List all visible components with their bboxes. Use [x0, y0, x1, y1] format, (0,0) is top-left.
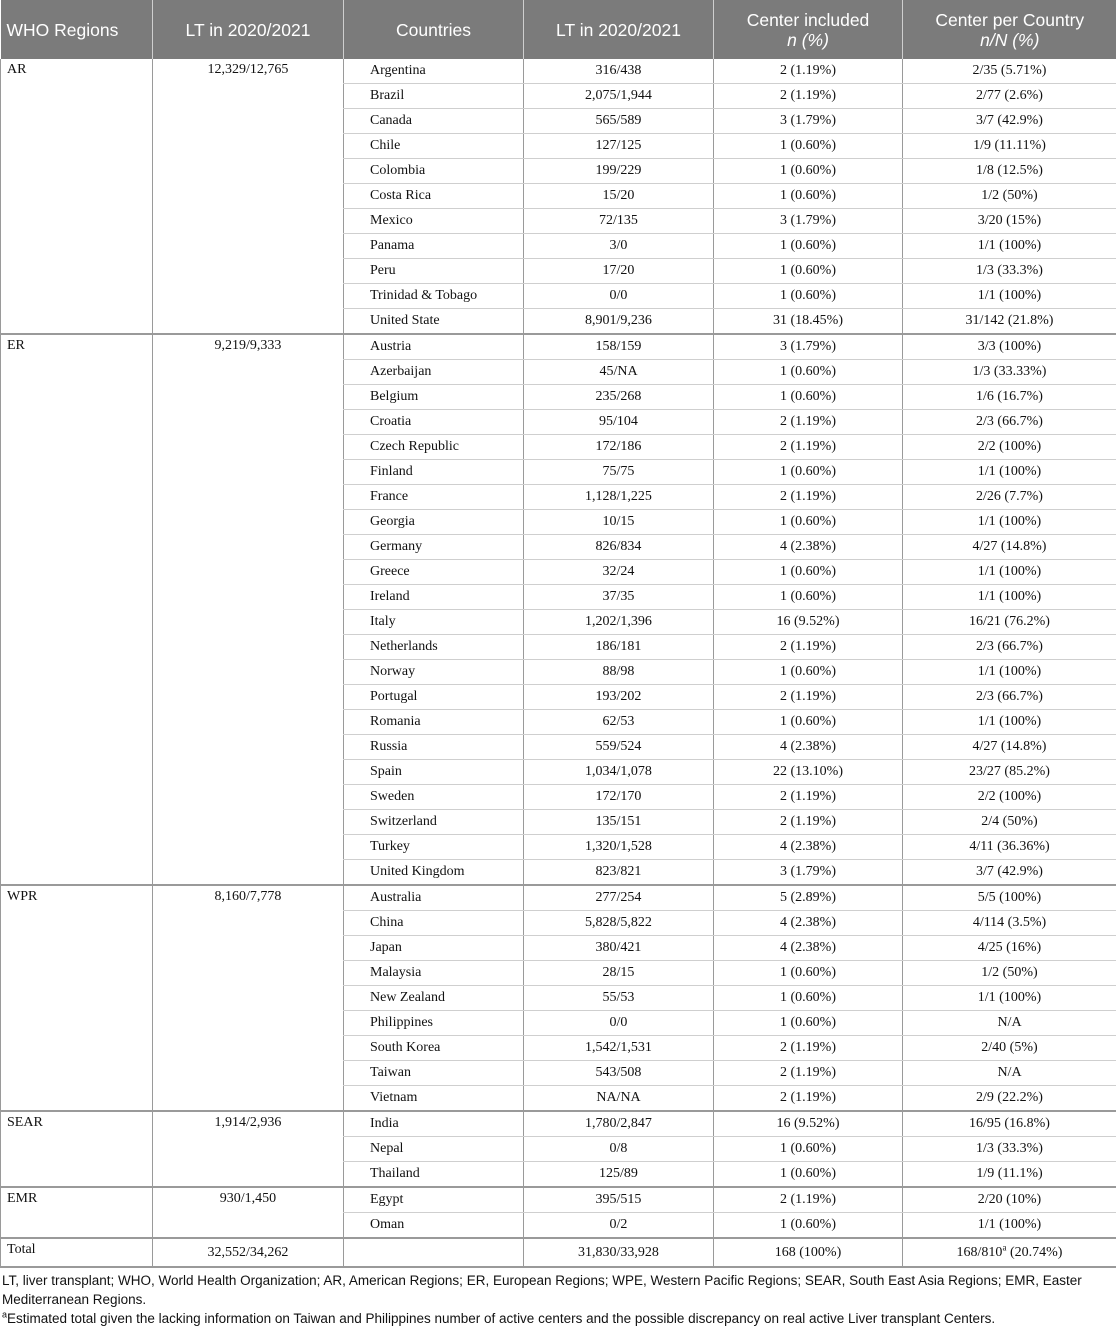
center-per-country: 1/3 (33.33%): [903, 360, 1116, 385]
center-per-country: 1/3 (33.3%): [903, 1137, 1116, 1162]
center-included: 1 (0.60%): [714, 360, 903, 385]
footnote-abbreviations: LT, liver transplant; WHO, World Health Organization; AR, American Regions; ER, European Regions; WPE, Western Pacific Regions; SEAR, South East Asia Regions; EMR, Easter Mediterranean Regions.: [2, 1271, 1114, 1309]
region-lt: 9,219/9,333: [153, 334, 344, 885]
center-included: 1 (0.60%): [714, 710, 903, 735]
country-name: United Kingdom: [344, 860, 524, 886]
country-name: Switzerland: [344, 810, 524, 835]
center-included: 1 (0.60%): [714, 159, 903, 184]
center-per-country: 2/3 (66.7%): [903, 410, 1116, 435]
footnote-a-marker: a: [2, 1310, 7, 1320]
center-included: 1 (0.60%): [714, 234, 903, 259]
country-name: South Korea: [344, 1036, 524, 1061]
country-lt: 395/515: [524, 1187, 714, 1213]
center-per-country: 2/2 (100%): [903, 785, 1116, 810]
country-name: Ireland: [344, 585, 524, 610]
country-name: Portugal: [344, 685, 524, 710]
center-included: 4 (2.38%): [714, 835, 903, 860]
center-per-country: 3/20 (15%): [903, 209, 1116, 234]
center-per-country: 1/6 (16.7%): [903, 385, 1116, 410]
center-included: 1 (0.60%): [714, 660, 903, 685]
country-lt: 95/104: [524, 410, 714, 435]
center-per-country: 1/2 (50%): [903, 184, 1116, 209]
center-included: 5 (2.89%): [714, 885, 903, 911]
region-name: ER: [1, 334, 153, 885]
country-lt: 158/159: [524, 334, 714, 360]
center-per-country: 1/1 (100%): [903, 660, 1116, 685]
center-per-country: N/A: [903, 1011, 1116, 1036]
center-included: 2 (1.19%): [714, 635, 903, 660]
center-per-country: 1/1 (100%): [903, 710, 1116, 735]
center-per-country: 3/7 (42.9%): [903, 109, 1116, 134]
country-name: Philippines: [344, 1011, 524, 1036]
center-per-country: 1/1 (100%): [903, 1213, 1116, 1239]
country-name: Sweden: [344, 785, 524, 810]
total-row: [1, 1238, 1116, 1267]
center-per-country: 2/26 (7.7%): [903, 485, 1116, 510]
center-per-country: 2/77 (2.6%): [903, 84, 1116, 109]
region-name: AR: [1, 59, 153, 334]
country-lt: NA/NA: [524, 1086, 714, 1112]
center-included: 1 (0.60%): [714, 134, 903, 159]
country-name: Trinidad & Tobago: [344, 284, 524, 309]
header-center-per-country: [903, 0, 1116, 59]
country-name: Finland: [344, 460, 524, 485]
country-name: Japan: [344, 936, 524, 961]
center-included: 4 (2.38%): [714, 911, 903, 936]
country-lt: 45/NA: [524, 360, 714, 385]
country-name: Belgium: [344, 385, 524, 410]
country-lt: 0/0: [524, 1011, 714, 1036]
center-included: 1 (0.60%): [714, 986, 903, 1011]
country-lt: 277/254: [524, 885, 714, 911]
center-per-country: 2/4 (50%): [903, 810, 1116, 835]
center-per-country: 2/9 (22.2%): [903, 1086, 1116, 1112]
country-lt: 826/834: [524, 535, 714, 560]
header-center-included-label: Center included: [720, 10, 896, 30]
country-name: Russia: [344, 735, 524, 760]
country-name: India: [344, 1111, 524, 1137]
center-included: 2 (1.19%): [714, 810, 903, 835]
center-per-country: 1/9 (11.11%): [903, 134, 1116, 159]
country-name: Czech Republic: [344, 435, 524, 460]
country-lt: 37/35: [524, 585, 714, 610]
country-name: Azerbaijan: [344, 360, 524, 385]
country-name: Romania: [344, 710, 524, 735]
total-label: Total: [1, 1238, 153, 1267]
country-name: China: [344, 911, 524, 936]
country-name: Taiwan: [344, 1061, 524, 1086]
country-name: Australia: [344, 885, 524, 911]
table-row: [1, 334, 1116, 360]
country-lt: 0/2: [524, 1213, 714, 1239]
center-per-country: 16/95 (16.8%): [903, 1111, 1116, 1137]
center-included: 3 (1.79%): [714, 209, 903, 234]
total-region-lt: 32,552/34,262: [153, 1238, 344, 1267]
country-lt: 55/53: [524, 986, 714, 1011]
header-center-included: [714, 0, 903, 59]
country-lt: 125/89: [524, 1162, 714, 1188]
center-per-country: 3/7 (42.9%): [903, 860, 1116, 886]
center-per-country: 2/35 (5.71%): [903, 59, 1116, 84]
country-name: Austria: [344, 334, 524, 360]
country-name: Oman: [344, 1213, 524, 1239]
country-lt: 565/589: [524, 109, 714, 134]
center-per-country: 1/1 (100%): [903, 460, 1116, 485]
country-name: Georgia: [344, 510, 524, 535]
center-per-country: 2/20 (10%): [903, 1187, 1116, 1213]
center-included: 4 (2.38%): [714, 936, 903, 961]
center-per-country: 4/25 (16%): [903, 936, 1116, 961]
center-included: 1 (0.60%): [714, 585, 903, 610]
country-name: Greece: [344, 560, 524, 585]
center-included: 16 (9.52%): [714, 610, 903, 635]
center-per-country: 2/2 (100%): [903, 435, 1116, 460]
country-lt: 1,780/2,847: [524, 1111, 714, 1137]
center-included: 2 (1.19%): [714, 485, 903, 510]
center-included: 1 (0.60%): [714, 184, 903, 209]
country-lt: 10/15: [524, 510, 714, 535]
center-included: 16 (9.52%): [714, 1111, 903, 1137]
center-per-country: 31/142 (21.8%): [903, 309, 1116, 335]
center-per-country: 2/40 (5%): [903, 1036, 1116, 1061]
country-lt: 8,901/9,236: [524, 309, 714, 335]
country-name: Egypt: [344, 1187, 524, 1213]
center-per-country: 1/1 (100%): [903, 284, 1116, 309]
country-lt: 0/8: [524, 1137, 714, 1162]
table-footnotes: [0, 1268, 1116, 1328]
footnote-a: [2, 1309, 1114, 1328]
country-lt: 72/135: [524, 209, 714, 234]
country-name: Colombia: [344, 159, 524, 184]
center-per-country: 4/27 (14.8%): [903, 535, 1116, 560]
center-included: 1 (0.60%): [714, 1213, 903, 1239]
center-per-country: 23/27 (85.2%): [903, 760, 1116, 785]
center-included: 2 (1.19%): [714, 1036, 903, 1061]
table-row: [1, 885, 1116, 911]
country-name: Canada: [344, 109, 524, 134]
country-lt: 1,202/1,396: [524, 610, 714, 635]
header-countries: Countries: [344, 0, 524, 59]
country-lt: 380/421: [524, 936, 714, 961]
header-country-lt: LT in 2020/2021: [524, 0, 714, 59]
total-per-country-value: 168/810: [957, 1245, 1003, 1260]
center-per-country: 2/3 (66.7%): [903, 685, 1116, 710]
region-lt: 12,329/12,765: [153, 59, 344, 334]
table-row: [1, 59, 1116, 84]
region-name: SEAR: [1, 1111, 153, 1187]
center-included: 1 (0.60%): [714, 961, 903, 986]
center-included: 1 (0.60%): [714, 510, 903, 535]
country-name: Costa Rica: [344, 184, 524, 209]
country-name: Malaysia: [344, 961, 524, 986]
country-lt: 172/170: [524, 785, 714, 810]
center-included: 2 (1.19%): [714, 1061, 903, 1086]
country-name: Norway: [344, 660, 524, 685]
total-per-country-pct: (20.74%): [1006, 1245, 1062, 1260]
center-included: 31 (18.45%): [714, 309, 903, 335]
center-per-country: 1/1 (100%): [903, 585, 1116, 610]
country-lt: 1,034/1,078: [524, 760, 714, 785]
center-included: 1 (0.60%): [714, 460, 903, 485]
country-lt: 823/821: [524, 860, 714, 886]
center-per-country: 1/2 (50%): [903, 961, 1116, 986]
country-lt: 2,075/1,944: [524, 84, 714, 109]
country-lt: 3/0: [524, 234, 714, 259]
center-per-country: 1/9 (11.1%): [903, 1162, 1116, 1188]
country-lt: 235/268: [524, 385, 714, 410]
country-lt: 559/524: [524, 735, 714, 760]
center-included: 1 (0.60%): [714, 259, 903, 284]
country-name: Spain: [344, 760, 524, 785]
center-included: 2 (1.19%): [714, 1187, 903, 1213]
country-name: Germany: [344, 535, 524, 560]
country-lt: 186/181: [524, 635, 714, 660]
center-included: 3 (1.79%): [714, 334, 903, 360]
country-name: Argentina: [344, 59, 524, 84]
center-included: 2 (1.19%): [714, 785, 903, 810]
center-per-country: 5/5 (100%): [903, 885, 1116, 911]
country-lt: 17/20: [524, 259, 714, 284]
country-lt: 28/15: [524, 961, 714, 986]
center-included: 4 (2.38%): [714, 735, 903, 760]
center-included: 1 (0.60%): [714, 1011, 903, 1036]
center-included: 4 (2.38%): [714, 535, 903, 560]
center-included: 22 (13.10%): [714, 760, 903, 785]
center-included: 2 (1.19%): [714, 1086, 903, 1112]
center-per-country: 3/3 (100%): [903, 334, 1116, 360]
center-included: 2 (1.19%): [714, 410, 903, 435]
center-per-country: 1/1 (100%): [903, 986, 1116, 1011]
country-name: Nepal: [344, 1137, 524, 1162]
center-per-country: 4/27 (14.8%): [903, 735, 1116, 760]
country-name: France: [344, 485, 524, 510]
country-name: Croatia: [344, 410, 524, 435]
country-name: Turkey: [344, 835, 524, 860]
country-name: Vietnam: [344, 1086, 524, 1112]
country-lt: 32/24: [524, 560, 714, 585]
country-name: Panama: [344, 234, 524, 259]
country-name: Peru: [344, 259, 524, 284]
center-included: 2 (1.19%): [714, 84, 903, 109]
region-lt: 1,914/2,936: [153, 1111, 344, 1187]
country-lt: 0/0: [524, 284, 714, 309]
center-included: 1 (0.60%): [714, 284, 903, 309]
country-name: Italy: [344, 610, 524, 635]
header-center-included-sub: n (%): [720, 30, 896, 50]
center-per-country: 1/1 (100%): [903, 560, 1116, 585]
center-included: 1 (0.60%): [714, 385, 903, 410]
country-lt: 135/151: [524, 810, 714, 835]
total-per-country: [903, 1238, 1116, 1267]
country-lt: 1,128/1,225: [524, 485, 714, 510]
center-included: 1 (0.60%): [714, 1137, 903, 1162]
country-lt: 88/98: [524, 660, 714, 685]
country-name: Mexico: [344, 209, 524, 234]
total-per-country-sup: a: [1002, 1242, 1006, 1252]
center-included: 3 (1.79%): [714, 109, 903, 134]
country-lt: 1,320/1,528: [524, 835, 714, 860]
center-included: 3 (1.79%): [714, 860, 903, 886]
country-lt: 15/20: [524, 184, 714, 209]
center-included: 2 (1.19%): [714, 435, 903, 460]
country-name: Brazil: [344, 84, 524, 109]
header-region-lt: LT in 2020/2021: [153, 0, 344, 59]
center-per-country: 2/3 (66.7%): [903, 635, 1116, 660]
total-country-lt: 31,830/33,928: [524, 1238, 714, 1267]
center-per-country: 16/21 (76.2%): [903, 610, 1116, 635]
footnote-a-text: Estimated total given the lacking information on Taiwan and Philippines number of active centers and the possible discrepancy on real active Liver transplant Centers.: [7, 1311, 995, 1326]
table-header: [1, 0, 1116, 59]
header-center-per-country-sub: n/N (%): [909, 30, 1111, 50]
center-included: 2 (1.19%): [714, 59, 903, 84]
country-lt: 199/229: [524, 159, 714, 184]
header-center-per-country-label: Center per Country: [909, 10, 1111, 30]
country-name: United State: [344, 309, 524, 335]
center-per-country: 1/8 (12.5%): [903, 159, 1116, 184]
total-centers: 168 (100%): [714, 1238, 903, 1267]
country-lt: 1,542/1,531: [524, 1036, 714, 1061]
center-per-country: 1/1 (100%): [903, 510, 1116, 535]
country-lt: 62/53: [524, 710, 714, 735]
center-included: 2 (1.19%): [714, 685, 903, 710]
country-name: Thailand: [344, 1162, 524, 1188]
country-lt: 316/438: [524, 59, 714, 84]
header-who-regions: WHO Regions: [1, 0, 153, 59]
country-lt: 172/186: [524, 435, 714, 460]
total-country-empty: [344, 1238, 524, 1267]
region-name: WPR: [1, 885, 153, 1111]
country-lt: 5,828/5,822: [524, 911, 714, 936]
table-row: [1, 1111, 1116, 1137]
country-lt: 193/202: [524, 685, 714, 710]
center-per-country: N/A: [903, 1061, 1116, 1086]
center-per-country: 1/1 (100%): [903, 234, 1116, 259]
region-lt: 930/1,450: [153, 1187, 344, 1238]
table-row: [1, 1187, 1116, 1213]
center-per-country: 4/114 (3.5%): [903, 911, 1116, 936]
country-lt: 543/508: [524, 1061, 714, 1086]
center-included: 1 (0.60%): [714, 560, 903, 585]
center-per-country: 4/11 (36.36%): [903, 835, 1116, 860]
country-name: Chile: [344, 134, 524, 159]
country-lt: 75/75: [524, 460, 714, 485]
region-lt: 8,160/7,778: [153, 885, 344, 1111]
country-name: New Zealand: [344, 986, 524, 1011]
center-included: 1 (0.60%): [714, 1162, 903, 1188]
country-name: Netherlands: [344, 635, 524, 660]
region-name: EMR: [1, 1187, 153, 1238]
country-lt: 127/125: [524, 134, 714, 159]
center-per-country: 1/3 (33.3%): [903, 259, 1116, 284]
table-body: [1, 59, 1116, 1267]
